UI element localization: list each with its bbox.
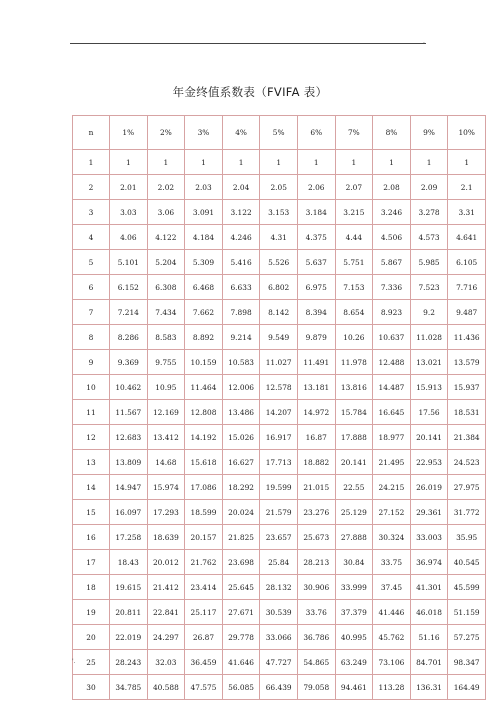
value-cell: 9.369: [110, 350, 148, 375]
value-cell: 3.091: [185, 200, 223, 225]
value-cell: 45.762: [373, 625, 411, 650]
table-row: [73, 625, 486, 650]
period-cell: 11: [73, 400, 110, 425]
value-cell: 16.645: [373, 400, 411, 425]
value-cell: 7.336: [373, 275, 411, 300]
value-cell: 2.03: [185, 175, 223, 200]
value-cell: 12.578: [260, 375, 298, 400]
value-cell: 51.159: [448, 600, 486, 625]
value-cell: 8.394: [297, 300, 335, 325]
table-row: [73, 150, 486, 175]
value-cell: 1: [297, 150, 335, 175]
value-cell: 7.214: [110, 300, 148, 325]
value-cell: 73.106: [373, 650, 411, 675]
value-cell: 4.122: [147, 225, 185, 250]
value-cell: 9.755: [147, 350, 185, 375]
value-cell: 23.698: [222, 550, 260, 575]
value-cell: 1: [222, 150, 260, 175]
value-cell: 18.531: [448, 400, 486, 425]
value-cell: 6.152: [110, 275, 148, 300]
value-cell: 15.974: [147, 475, 185, 500]
value-cell: 15.913: [410, 375, 448, 400]
value-cell: 17.56: [410, 400, 448, 425]
header-cell-rate: 4%: [222, 116, 260, 150]
value-cell: 3.246: [373, 200, 411, 225]
period-cell: 7: [73, 300, 110, 325]
value-cell: 16.917: [260, 425, 298, 450]
period-cell: 18: [73, 575, 110, 600]
value-cell: 30.84: [335, 550, 373, 575]
value-cell: 7.662: [185, 300, 223, 325]
value-cell: 25.129: [335, 500, 373, 525]
value-cell: 37.379: [335, 600, 373, 625]
value-cell: 4.31: [260, 225, 298, 250]
value-cell: 20.157: [185, 525, 223, 550]
value-cell: 2.1: [448, 175, 486, 200]
table-row: [73, 250, 486, 275]
value-cell: 7.153: [335, 275, 373, 300]
value-cell: 12.169: [147, 400, 185, 425]
value-cell: 33.999: [335, 575, 373, 600]
value-cell: 10.95: [147, 375, 185, 400]
value-cell: 3.06: [147, 200, 185, 225]
value-cell: 18.639: [147, 525, 185, 550]
value-cell: 32.03: [147, 650, 185, 675]
value-cell: 8.923: [373, 300, 411, 325]
value-cell: 36.459: [185, 650, 223, 675]
value-cell: 14.487: [373, 375, 411, 400]
value-cell: 5.204: [147, 250, 185, 275]
value-cell: 4.06: [110, 225, 148, 250]
value-cell: 6.802: [260, 275, 298, 300]
value-cell: 11.027: [260, 350, 298, 375]
value-cell: 164.49: [448, 675, 486, 700]
value-cell: 2.04: [222, 175, 260, 200]
period-cell: 4: [73, 225, 110, 250]
value-cell: 5.867: [373, 250, 411, 275]
table-row: [73, 300, 486, 325]
table-row: [73, 525, 486, 550]
value-cell: 1: [410, 150, 448, 175]
value-cell: 11.491: [297, 350, 335, 375]
value-cell: 9.214: [222, 325, 260, 350]
period-cell: 1: [73, 150, 110, 175]
table-row: [73, 375, 486, 400]
value-cell: 1: [335, 150, 373, 175]
period-cell: 20: [73, 625, 110, 650]
value-cell: 33.76: [297, 600, 335, 625]
header-cell-rate: 2%: [147, 116, 185, 150]
value-cell: 14.68: [147, 450, 185, 475]
header-cell-rate: 9%: [410, 116, 448, 150]
value-cell: 20.012: [147, 550, 185, 575]
value-cell: 7.716: [448, 275, 486, 300]
value-cell: 6.633: [222, 275, 260, 300]
value-cell: 66.439: [260, 675, 298, 700]
value-cell: 54.865: [297, 650, 335, 675]
value-cell: 3.122: [222, 200, 260, 225]
value-cell: 1: [448, 150, 486, 175]
value-cell: 34.785: [110, 675, 148, 700]
value-cell: 18.599: [185, 500, 223, 525]
table-row: [73, 675, 486, 700]
value-cell: 2.02: [147, 175, 185, 200]
period-cell: 16: [73, 525, 110, 550]
value-cell: 11.028: [410, 325, 448, 350]
value-cell: 3.215: [335, 200, 373, 225]
header-mark: .: [423, 38, 425, 45]
value-cell: 47.727: [260, 650, 298, 675]
value-cell: 9.487: [448, 300, 486, 325]
period-cell: 3: [73, 200, 110, 225]
value-cell: 33.066: [260, 625, 298, 650]
value-cell: 57.275: [448, 625, 486, 650]
value-cell: 20.024: [222, 500, 260, 525]
value-cell: 8.654: [335, 300, 373, 325]
header-cell-n: n: [73, 116, 110, 150]
value-cell: 4.44: [335, 225, 373, 250]
value-cell: 5.526: [260, 250, 298, 275]
value-cell: 113.28: [373, 675, 411, 700]
value-cell: 6.105: [448, 250, 486, 275]
table-row: [73, 400, 486, 425]
header-cell-rate: 7%: [335, 116, 373, 150]
value-cell: 22.55: [335, 475, 373, 500]
value-cell: 23.414: [185, 575, 223, 600]
value-cell: 6.308: [147, 275, 185, 300]
value-cell: 17.293: [147, 500, 185, 525]
fvifa-table: [72, 115, 486, 700]
value-cell: 9.879: [297, 325, 335, 350]
value-cell: 21.015: [297, 475, 335, 500]
value-cell: 56.085: [222, 675, 260, 700]
value-cell: 3.03: [110, 200, 148, 225]
value-cell: 41.446: [373, 600, 411, 625]
value-cell: 13.579: [448, 350, 486, 375]
page-title: 年金终值系数表（FVIFA 表）: [172, 85, 328, 99]
value-cell: 11.436: [448, 325, 486, 350]
value-cell: 10.583: [222, 350, 260, 375]
value-cell: 12.006: [222, 375, 260, 400]
value-cell: 29.361: [410, 500, 448, 525]
value-cell: 4.375: [297, 225, 335, 250]
table-row: [73, 350, 486, 375]
table-row: [73, 425, 486, 450]
value-cell: 8.583: [147, 325, 185, 350]
value-cell: 5.416: [222, 250, 260, 275]
value-cell: 10.462: [110, 375, 148, 400]
value-cell: 21.412: [147, 575, 185, 600]
value-cell: 19.615: [110, 575, 148, 600]
value-cell: 63.249: [335, 650, 373, 675]
value-cell: 7.523: [410, 275, 448, 300]
footer-mark: '.: [72, 658, 76, 665]
period-cell: 8: [73, 325, 110, 350]
period-cell: 6: [73, 275, 110, 300]
value-cell: 4.184: [185, 225, 223, 250]
value-cell: 24.523: [448, 450, 486, 475]
value-cell: 25.645: [222, 575, 260, 600]
value-cell: 28.213: [297, 550, 335, 575]
value-cell: 33.003: [410, 525, 448, 550]
value-cell: 30.539: [260, 600, 298, 625]
value-cell: 21.384: [448, 425, 486, 450]
table-row: [73, 225, 486, 250]
value-cell: 3.278: [410, 200, 448, 225]
value-cell: 11.464: [185, 375, 223, 400]
value-cell: 18.977: [373, 425, 411, 450]
value-cell: 2.07: [335, 175, 373, 200]
table-row: [73, 325, 486, 350]
value-cell: 8.142: [260, 300, 298, 325]
table-row: [73, 200, 486, 225]
value-cell: 22.019: [110, 625, 148, 650]
value-cell: 12.808: [185, 400, 223, 425]
period-cell: 5: [73, 250, 110, 275]
header-rule: [70, 43, 426, 44]
value-cell: 1: [110, 150, 148, 175]
period-cell: 9: [73, 350, 110, 375]
value-cell: 25.84: [260, 550, 298, 575]
value-cell: 1: [147, 150, 185, 175]
value-cell: 30.324: [373, 525, 411, 550]
value-cell: 15.618: [185, 450, 223, 475]
period-cell: 10: [73, 375, 110, 400]
value-cell: 5.637: [297, 250, 335, 275]
value-cell: 11.978: [335, 350, 373, 375]
value-cell: 15.026: [222, 425, 260, 450]
header-row: [73, 116, 486, 150]
table-row: [73, 275, 486, 300]
value-cell: 28.132: [260, 575, 298, 600]
value-cell: 45.599: [448, 575, 486, 600]
value-cell: 10.637: [373, 325, 411, 350]
value-cell: 51.16: [410, 625, 448, 650]
value-cell: 40.588: [147, 675, 185, 700]
header-cell-rate: 5%: [260, 116, 298, 150]
period-cell: 17: [73, 550, 110, 575]
value-cell: 27.152: [373, 500, 411, 525]
value-cell: 8.286: [110, 325, 148, 350]
value-cell: 18.43: [110, 550, 148, 575]
value-cell: 19.599: [260, 475, 298, 500]
value-cell: 36.786: [297, 625, 335, 650]
value-cell: 24.215: [373, 475, 411, 500]
value-cell: 20.811: [110, 600, 148, 625]
header-cell-rate: 3%: [185, 116, 223, 150]
value-cell: 10.159: [185, 350, 223, 375]
value-cell: 17.258: [110, 525, 148, 550]
value-cell: 12.683: [110, 425, 148, 450]
value-cell: 5.985: [410, 250, 448, 275]
period-cell: 14: [73, 475, 110, 500]
value-cell: 16.097: [110, 500, 148, 525]
value-cell: 9.2: [410, 300, 448, 325]
value-cell: 136.31: [410, 675, 448, 700]
value-cell: 29.778: [222, 625, 260, 650]
value-cell: 36.974: [410, 550, 448, 575]
value-cell: 21.762: [185, 550, 223, 575]
table-row: [73, 600, 486, 625]
period-cell: 13: [73, 450, 110, 475]
period-cell: 12: [73, 425, 110, 450]
value-cell: 15.937: [448, 375, 486, 400]
value-cell: 24.297: [147, 625, 185, 650]
value-cell: 4.506: [373, 225, 411, 250]
value-cell: 1: [260, 150, 298, 175]
value-cell: 5.751: [335, 250, 373, 275]
value-cell: 47.575: [185, 675, 223, 700]
value-cell: 21.495: [373, 450, 411, 475]
value-cell: 3.153: [260, 200, 298, 225]
value-cell: 10.26: [335, 325, 373, 350]
header-cell-rate: 6%: [297, 116, 335, 150]
header-cell-rate: 10%: [448, 116, 486, 150]
value-cell: 26.019: [410, 475, 448, 500]
value-cell: 7.434: [147, 300, 185, 325]
value-cell: 18.292: [222, 475, 260, 500]
value-cell: 98.347: [448, 650, 486, 675]
header-cell-rate: 8%: [373, 116, 411, 150]
value-cell: 35.95: [448, 525, 486, 550]
value-cell: 4.246: [222, 225, 260, 250]
value-cell: 4.573: [410, 225, 448, 250]
value-cell: 33.75: [373, 550, 411, 575]
value-cell: 17.888: [335, 425, 373, 450]
value-cell: 2.01: [110, 175, 148, 200]
value-cell: 40.545: [448, 550, 486, 575]
value-cell: 30.906: [297, 575, 335, 600]
value-cell: 5.101: [110, 250, 148, 275]
value-cell: 84.701: [410, 650, 448, 675]
value-cell: 46.018: [410, 600, 448, 625]
value-cell: 11.567: [110, 400, 148, 425]
table-row: [73, 475, 486, 500]
period-cell: 25: [73, 650, 110, 675]
value-cell: 4.641: [448, 225, 486, 250]
value-cell: 14.972: [297, 400, 335, 425]
value-cell: 25.673: [297, 525, 335, 550]
value-cell: 40.995: [335, 625, 373, 650]
value-cell: 26.87: [185, 625, 223, 650]
value-cell: 94.461: [335, 675, 373, 700]
value-cell: 37.45: [373, 575, 411, 600]
value-cell: 6.468: [185, 275, 223, 300]
value-cell: 41.301: [410, 575, 448, 600]
value-cell: 3.31: [448, 200, 486, 225]
value-cell: 14.192: [185, 425, 223, 450]
value-cell: 16.627: [222, 450, 260, 475]
value-cell: 79.058: [297, 675, 335, 700]
value-cell: 13.486: [222, 400, 260, 425]
value-cell: 16.87: [297, 425, 335, 450]
value-cell: 18.882: [297, 450, 335, 475]
value-cell: 12.488: [373, 350, 411, 375]
period-cell: 30: [73, 675, 110, 700]
value-cell: 15.784: [335, 400, 373, 425]
value-cell: 2.05: [260, 175, 298, 200]
value-cell: 13.412: [147, 425, 185, 450]
value-cell: 31.772: [448, 500, 486, 525]
table-row: [73, 175, 486, 200]
value-cell: 9.549: [260, 325, 298, 350]
value-cell: 41.646: [222, 650, 260, 675]
value-cell: 20.141: [335, 450, 373, 475]
value-cell: 2.06: [297, 175, 335, 200]
value-cell: 2.08: [373, 175, 411, 200]
value-cell: 14.207: [260, 400, 298, 425]
table-row: [73, 575, 486, 600]
value-cell: 1: [185, 150, 223, 175]
period-cell: 2: [73, 175, 110, 200]
value-cell: 21.579: [260, 500, 298, 525]
value-cell: 7.898: [222, 300, 260, 325]
table-row: [73, 550, 486, 575]
value-cell: 1: [373, 150, 411, 175]
value-cell: 13.181: [297, 375, 335, 400]
table-row: [73, 450, 486, 475]
value-cell: 23.657: [260, 525, 298, 550]
value-cell: 14.947: [110, 475, 148, 500]
table-row: [73, 500, 486, 525]
header-cell-rate: 1%: [110, 116, 148, 150]
value-cell: 22.841: [147, 600, 185, 625]
period-cell: 19: [73, 600, 110, 625]
value-cell: 28.243: [110, 650, 148, 675]
value-cell: 17.086: [185, 475, 223, 500]
value-cell: 23.276: [297, 500, 335, 525]
value-cell: 6.975: [297, 275, 335, 300]
value-cell: 13.021: [410, 350, 448, 375]
value-cell: 2.09: [410, 175, 448, 200]
value-cell: 3.184: [297, 200, 335, 225]
value-cell: 22.953: [410, 450, 448, 475]
table-row: [73, 650, 486, 675]
period-cell: 15: [73, 500, 110, 525]
value-cell: 21.825: [222, 525, 260, 550]
value-cell: 27.888: [335, 525, 373, 550]
value-cell: 8.892: [185, 325, 223, 350]
value-cell: 20.141: [410, 425, 448, 450]
value-cell: 5.309: [185, 250, 223, 275]
value-cell: 13.816: [335, 375, 373, 400]
value-cell: 25.117: [185, 600, 223, 625]
value-cell: 27.975: [448, 475, 486, 500]
value-cell: 27.671: [222, 600, 260, 625]
value-cell: 17.713: [260, 450, 298, 475]
value-cell: 13.809: [110, 450, 148, 475]
